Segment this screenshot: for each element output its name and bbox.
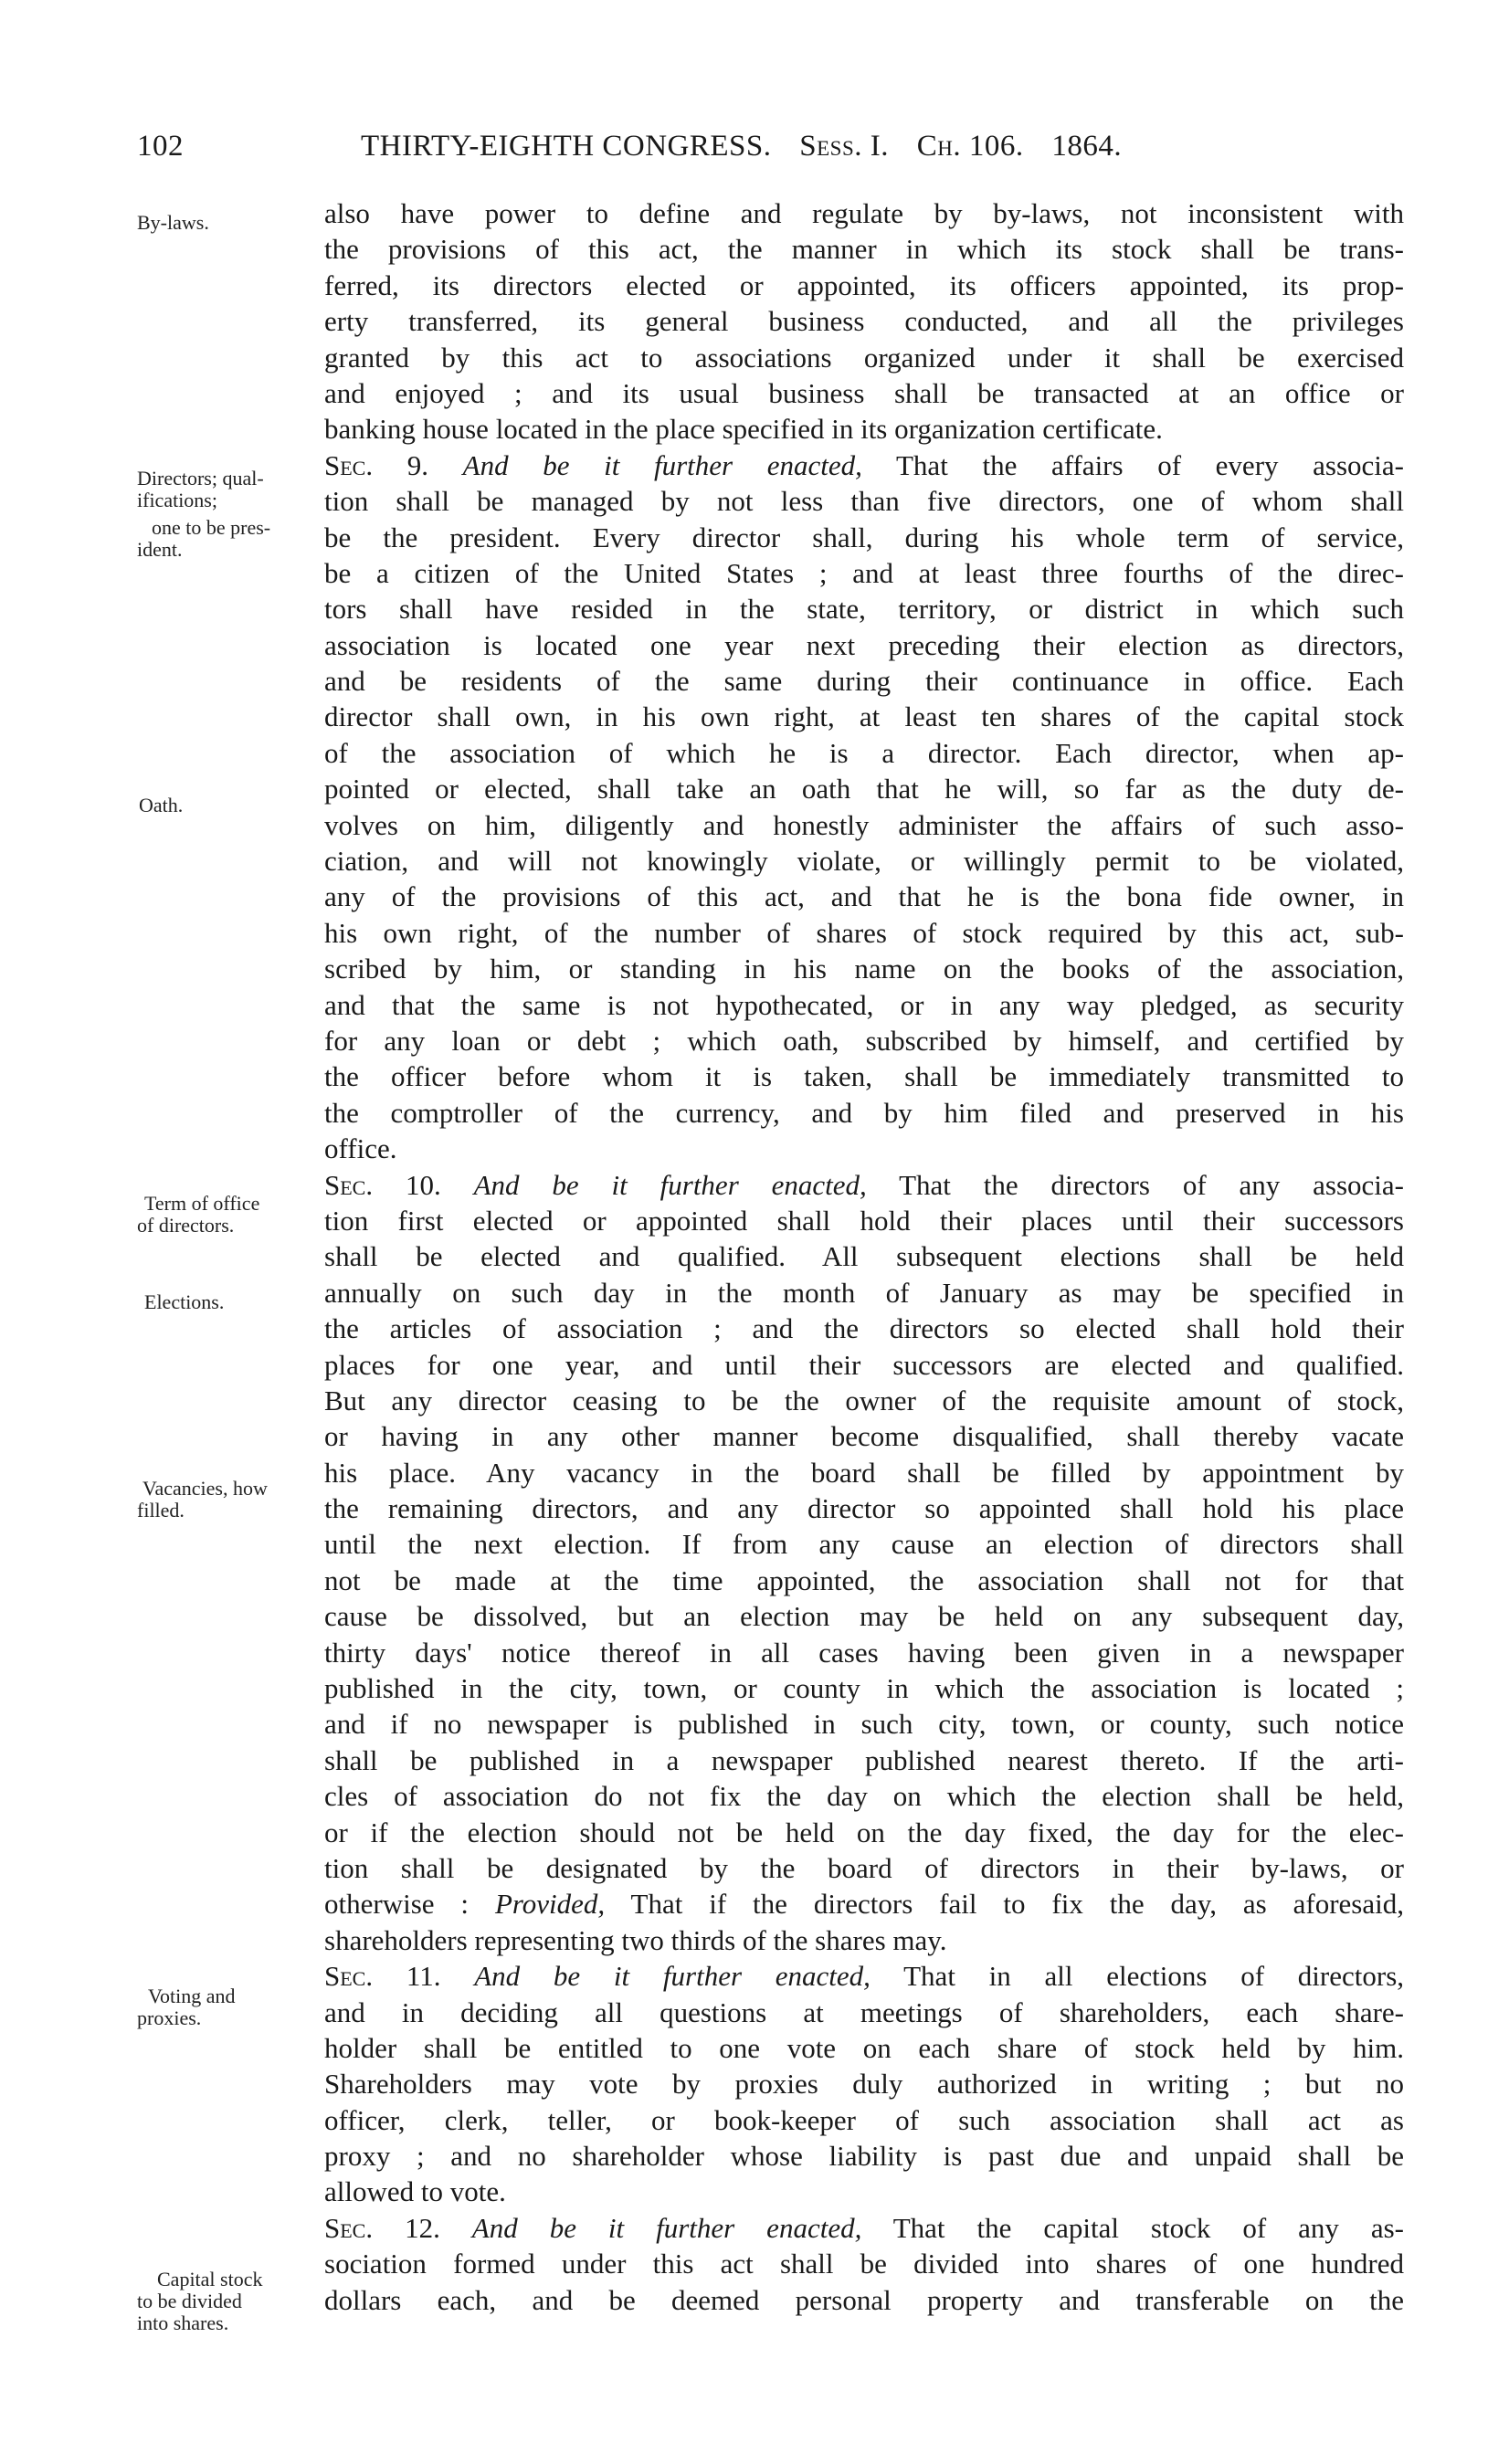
text-line bbox=[324, 483, 1404, 519]
line-text: erty transferred, its general business conducted, and all the privileges bbox=[324, 305, 1404, 338]
margin-note-term-of-office bbox=[137, 1193, 259, 1237]
text-line-content bbox=[324, 2102, 1404, 2138]
text-line bbox=[324, 627, 1404, 663]
line-text: the officer before whom it is taken, shall be immediately transmitted to bbox=[324, 1060, 1404, 1093]
margin-note-oath bbox=[139, 795, 183, 816]
line-text: scribed by him, or standing in his name on the books of the association, bbox=[324, 953, 1404, 985]
line-text: until the next election. If from any cause an election of directors shall bbox=[324, 1528, 1404, 1561]
text-line-content bbox=[324, 1383, 1404, 1418]
text-line bbox=[324, 448, 1404, 483]
text-line bbox=[324, 1886, 1404, 1922]
text-line bbox=[324, 1743, 1404, 1778]
margin-note-line: filled. bbox=[137, 1499, 185, 1522]
text-line bbox=[324, 1095, 1404, 1131]
line-text: dollars each, and be deemed personal property and transferable on the bbox=[324, 2283, 1404, 2316]
line-text: allowed to vote. bbox=[324, 2175, 506, 2208]
text-line bbox=[324, 2066, 1404, 2101]
text-line-content bbox=[324, 340, 1404, 375]
text-line bbox=[324, 1778, 1404, 1814]
text-line bbox=[324, 555, 1404, 591]
margin-note-voting-proxies bbox=[137, 1985, 236, 2029]
line-text: be a citizen of the United States ; and at least three fourths of the direc- bbox=[324, 556, 1404, 589]
line-text: his own right, of the number of shares of stock required by this act, sub- bbox=[324, 916, 1404, 949]
line-text: association is located one year next preceding their election as directors, bbox=[324, 628, 1404, 661]
text-line-content bbox=[324, 1311, 1404, 1346]
text-line bbox=[324, 1635, 1404, 1670]
section-number: Sec. 9. bbox=[324, 448, 428, 481]
text-line-content bbox=[324, 1815, 1404, 1850]
text-line-content bbox=[324, 483, 1404, 519]
text-line bbox=[324, 2174, 1404, 2209]
text-line bbox=[324, 340, 1404, 375]
text-line-content bbox=[324, 555, 1404, 591]
line-text: tion shall be designated by the board of directors in their by-laws, or bbox=[324, 1851, 1404, 1884]
enacting-clause: And be it further enacted, bbox=[473, 1168, 867, 1201]
text-line bbox=[324, 1203, 1404, 1238]
line-text: tion shall be managed by not less than five directors, one of whom shall bbox=[324, 485, 1404, 518]
line-text: and that the same is not hypothecated, or in any way pledged, as security bbox=[324, 988, 1404, 1021]
text-line bbox=[324, 1563, 1404, 1598]
text-line-content bbox=[324, 1167, 1404, 1203]
text-line-content bbox=[324, 1886, 1404, 1922]
text-line-content bbox=[324, 591, 1404, 627]
text-line bbox=[324, 231, 1404, 267]
line-text: sociation formed under this act shall be divided into shares of one hundred bbox=[324, 2248, 1404, 2280]
margin-note-line: Elections. bbox=[144, 1290, 225, 1313]
text-line-content bbox=[324, 1418, 1404, 1454]
text-line-content bbox=[324, 735, 1404, 771]
line-text: also have power to define and regulate by by-laws, not inconsistent with bbox=[324, 197, 1404, 229]
text-line bbox=[324, 663, 1404, 699]
text-line-content bbox=[324, 987, 1404, 1023]
text-line bbox=[324, 2030, 1404, 2066]
text-line bbox=[324, 1526, 1404, 1562]
line-text: office. bbox=[324, 1132, 397, 1165]
text-line bbox=[324, 2282, 1404, 2318]
margin-note-line: proxies. bbox=[137, 2006, 202, 2029]
text-line bbox=[324, 1383, 1404, 1418]
text-line-content bbox=[324, 843, 1404, 879]
page-number: 102 bbox=[137, 130, 184, 163]
text-line-content bbox=[324, 1490, 1404, 1526]
text-line-content bbox=[324, 1131, 1404, 1166]
text-line bbox=[324, 2138, 1404, 2174]
line-text: granted by this act to associations organized under it shall be exercised bbox=[324, 341, 1404, 374]
text-line-content bbox=[324, 1778, 1404, 1814]
text-line-content bbox=[324, 699, 1404, 734]
text-line bbox=[324, 1706, 1404, 1742]
line-text: the comptroller of the currency, and by him filed and preserved in his bbox=[324, 1096, 1404, 1129]
text-line-content bbox=[324, 2282, 1404, 2318]
line-text: annually on such day in the month of January as may be specified in bbox=[324, 1276, 1404, 1309]
enacting-clause: And be it further enacted, bbox=[471, 2211, 862, 2244]
text-line-content bbox=[324, 2138, 1404, 2174]
text-line bbox=[324, 1815, 1404, 1850]
margin-note-line: ifications; bbox=[137, 489, 217, 511]
text-line bbox=[324, 735, 1404, 771]
text-line-content bbox=[324, 411, 1404, 447]
text-line bbox=[324, 591, 1404, 627]
margin-note-by-laws bbox=[137, 212, 209, 234]
text-line bbox=[324, 843, 1404, 879]
line-text: ferred, its directors elected or appointed, its officers appointed, its prop- bbox=[324, 269, 1404, 301]
line-text: of the association of which he is a director. Each director, when ap- bbox=[324, 736, 1404, 769]
line-text: published in the city, town, or county in which the association is located ; bbox=[324, 1672, 1404, 1705]
line-text: the remaining directors, and any director so appointed shall hold his place bbox=[324, 1492, 1404, 1525]
line-text: pointed or elected, shall take an oath that he will, so far as the duty de- bbox=[324, 773, 1404, 806]
text-line-content bbox=[324, 1455, 1404, 1490]
line-text: proxy ; and no shareholder whose liability is past due and unpaid shall be bbox=[324, 2140, 1404, 2173]
line-text: and in deciding all questions at meetings of shareholders, each share- bbox=[324, 1995, 1404, 2028]
line-text: Shareholders may vote by proxies duly authorized in writing ; but no bbox=[324, 2068, 1404, 2101]
text-line bbox=[324, 699, 1404, 734]
line-text: That if the directors fail to fix the day, as aforesaid, bbox=[630, 1888, 1404, 1921]
margin-note-line: Directors; qual- bbox=[137, 467, 264, 490]
line-text: be the president. Every director shall, during his whole term of service, bbox=[324, 521, 1404, 553]
text-line bbox=[324, 411, 1404, 447]
text-line bbox=[324, 879, 1404, 914]
text-line bbox=[324, 1670, 1404, 1706]
text-line-content bbox=[324, 1706, 1404, 1742]
text-line-content bbox=[324, 1563, 1404, 1598]
text-line bbox=[324, 1131, 1404, 1166]
enacting-clause: Provided, bbox=[494, 1888, 606, 1921]
text-line-content bbox=[324, 1275, 1404, 1311]
line-text: tors shall have resided in the state, territory, or district in which such bbox=[324, 593, 1404, 626]
line-text: That the affairs of every associa- bbox=[896, 448, 1405, 481]
text-line-content bbox=[324, 1598, 1404, 1634]
text-line bbox=[324, 520, 1404, 555]
text-line-content bbox=[324, 663, 1404, 699]
line-text: holder shall be entitled to one vote on each share of stock held by him. bbox=[324, 2031, 1404, 2064]
margin-note-vacancies bbox=[137, 1478, 268, 1522]
text-line-content bbox=[324, 1995, 1404, 2030]
line-text: the provisions of this act, the manner in which its stock shall be trans- bbox=[324, 233, 1404, 266]
line-text: tion first elected or appointed shall hold their places until their successors bbox=[324, 1204, 1404, 1237]
text-line-content bbox=[324, 2246, 1404, 2281]
text-line bbox=[324, 1958, 1404, 1994]
margin-note-directors-qualifications bbox=[137, 468, 270, 561]
line-text: the articles of association ; and the directors so elected shall hold their bbox=[324, 1312, 1404, 1345]
line-text: That the capital stock of any as- bbox=[892, 2211, 1404, 2244]
line-text: not be made at the time appointed, the association shall not for that bbox=[324, 1564, 1404, 1596]
text-line bbox=[324, 915, 1404, 951]
section-number: Sec. 10. bbox=[324, 1168, 441, 1201]
text-line-content bbox=[324, 1058, 1404, 1094]
line-text: director shall own, in his own right, at least ten shares of the capital stock bbox=[324, 700, 1404, 733]
text-line-content bbox=[324, 520, 1404, 555]
text-line bbox=[324, 951, 1404, 986]
text-line bbox=[324, 2102, 1404, 2138]
text-line-content bbox=[324, 303, 1404, 339]
margin-note-capital-stock bbox=[137, 2269, 262, 2334]
section-number: Sec. 12. bbox=[324, 2211, 440, 2244]
text-line bbox=[324, 303, 1404, 339]
text-line-content bbox=[324, 375, 1404, 411]
page-header bbox=[137, 130, 1407, 175]
text-line-content bbox=[324, 1635, 1404, 1670]
text-line-content bbox=[324, 1095, 1404, 1131]
congress-title: THIRTY-EIGHTH CONGRESS. bbox=[361, 130, 772, 163]
margin-note-line: Capital stock bbox=[157, 2268, 263, 2290]
text-line-content bbox=[324, 2210, 1404, 2246]
line-text: and enjoyed ; and its usual business shall be transacted at an office or bbox=[324, 376, 1404, 409]
line-text: and if no newspaper is published in such city, town, or county, such notice bbox=[324, 1708, 1404, 1741]
margin-note-line: ident. bbox=[137, 538, 183, 561]
text-line bbox=[324, 195, 1404, 231]
text-line bbox=[324, 1167, 1404, 1203]
text-line bbox=[324, 1418, 1404, 1454]
text-line-content bbox=[324, 1670, 1404, 1706]
margin-note-line: By-laws. bbox=[137, 211, 209, 234]
text-line-content bbox=[324, 1922, 1404, 1958]
text-line-content bbox=[324, 2174, 1404, 2209]
line-text: cause be dissolved, but an election may be held on any subsequent day, bbox=[324, 1600, 1404, 1633]
text-line-content bbox=[324, 771, 1404, 806]
text-line bbox=[324, 1311, 1404, 1346]
line-text: his place. Any vacancy in the board shall be filled by appointment by bbox=[324, 1456, 1404, 1489]
text-line-content bbox=[324, 2066, 1404, 2101]
margin-note-line: one to be pres- bbox=[152, 516, 271, 539]
text-line bbox=[324, 1058, 1404, 1094]
text-line bbox=[324, 1490, 1404, 1526]
text-line-content bbox=[324, 1743, 1404, 1778]
text-line-content bbox=[324, 1203, 1404, 1238]
line-text: ciation, and will not knowingly violate, or willingly permit to be violated, bbox=[324, 845, 1404, 878]
line-text: officer, clerk, teller, or book-keeper of such association shall act as bbox=[324, 2103, 1404, 2136]
line-text: or if the election should not be held on the day fixed, the day for the elec- bbox=[324, 1816, 1404, 1848]
margin-note-line: to be divided bbox=[137, 2290, 242, 2312]
line-text: thirty days' notice thereof in all cases having been given in a newspaper bbox=[324, 1636, 1404, 1669]
text-line-content bbox=[324, 807, 1404, 843]
text-line bbox=[324, 987, 1404, 1023]
text-line-content bbox=[324, 627, 1404, 663]
line-text: banking house located in the place specified in its organization certificate. bbox=[324, 413, 1163, 446]
text-line bbox=[324, 1598, 1404, 1634]
line-text: That the directors of any associa- bbox=[899, 1168, 1404, 1201]
text-line-content bbox=[324, 1023, 1404, 1058]
text-line bbox=[324, 1995, 1404, 2030]
line-text: for any loan or debt ; which oath, subscribed by himself, and certified by bbox=[324, 1024, 1404, 1057]
text-line bbox=[324, 1238, 1404, 1274]
year-label: 1864. bbox=[1051, 130, 1123, 163]
text-line bbox=[324, 1275, 1404, 1311]
text-line-content bbox=[324, 195, 1404, 231]
text-line bbox=[324, 807, 1404, 843]
session-label: Sess. I. bbox=[799, 130, 889, 163]
section-number: Sec. 11. bbox=[324, 1960, 441, 1993]
line-text: shall be published in a newspaper published nearest thereto. If the arti- bbox=[324, 1743, 1404, 1776]
line-text: shareholders representing two thirds of the shares may. bbox=[324, 1923, 947, 1956]
margin-note-elections bbox=[144, 1291, 224, 1313]
text-line-content bbox=[324, 448, 1404, 483]
line-text: That in all elections of directors, bbox=[903, 1960, 1405, 1993]
line-text: cles of association do not fix the day on which the election shall be held, bbox=[324, 1780, 1404, 1813]
line-text: shall be elected and qualified. All subsequent elections shall be held bbox=[324, 1240, 1404, 1273]
statute-text bbox=[324, 195, 1404, 2318]
text-line-content bbox=[324, 231, 1404, 267]
enacting-clause: And be it further enacted, bbox=[462, 448, 862, 481]
line-text: any of the provisions of this act, and that he is the bona fide owner, in bbox=[324, 880, 1404, 913]
text-line bbox=[324, 1850, 1404, 1886]
margin-note-line: Term of office bbox=[144, 1192, 260, 1215]
text-line-content bbox=[324, 951, 1404, 986]
text-line bbox=[324, 1455, 1404, 1490]
enacting-clause: And be it further enacted, bbox=[474, 1960, 871, 1993]
margin-note-line: Oath. bbox=[139, 794, 184, 816]
line-text: or having in any other manner become disqualified, shall thereby vacate bbox=[324, 1420, 1404, 1453]
text-line bbox=[324, 2246, 1404, 2281]
line-text: and be residents of the same during their continuance in office. Each bbox=[324, 665, 1404, 698]
text-line bbox=[324, 268, 1404, 303]
text-line-content bbox=[324, 879, 1404, 914]
text-line bbox=[324, 2210, 1404, 2246]
text-line bbox=[324, 1922, 1404, 1958]
text-line-content bbox=[324, 268, 1404, 303]
text-line-content bbox=[324, 1238, 1404, 1274]
line-text: But any director ceasing to be the owner of the requisite amount of stock, bbox=[324, 1384, 1404, 1416]
chapter-label: Ch. 106. bbox=[916, 130, 1024, 163]
text-line-content bbox=[324, 1850, 1404, 1886]
text-line-content bbox=[324, 2030, 1404, 2066]
line-prefix: otherwise : bbox=[324, 1888, 470, 1921]
text-line bbox=[324, 1347, 1404, 1383]
margin-note-line: of directors. bbox=[137, 1214, 235, 1237]
text-line bbox=[324, 1023, 1404, 1058]
text-line bbox=[324, 771, 1404, 806]
text-line-content bbox=[324, 1347, 1404, 1383]
line-text: places for one year, and until their successors are elected and qualified. bbox=[324, 1348, 1404, 1381]
text-line-content bbox=[324, 1526, 1404, 1562]
margin-note-line: into shares. bbox=[137, 2311, 229, 2334]
text-line bbox=[324, 375, 1404, 411]
margin-note-line: Voting and bbox=[148, 1985, 236, 2007]
margin-note-line: Vacancies, how bbox=[142, 1477, 268, 1500]
line-text: volves on him, diligently and honestly administer the affairs of such asso- bbox=[324, 808, 1404, 841]
running-head bbox=[361, 130, 1122, 163]
text-line-content bbox=[324, 915, 1404, 951]
text-line-content bbox=[324, 1958, 1404, 1994]
